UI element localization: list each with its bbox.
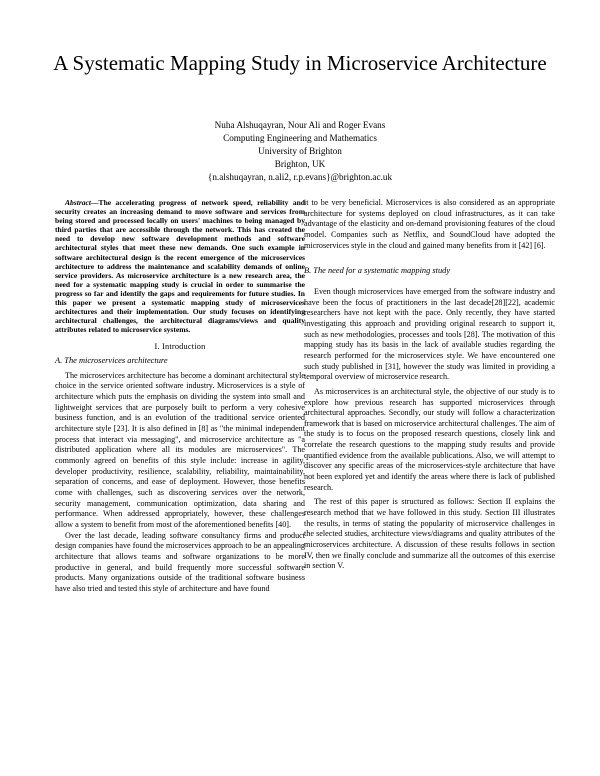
paragraph: Even though microservices have emerged from the software industry and have been the focus of practitioners in the last decade[28][22], academic researchers have not kept with the pace. Only recently, they have started investigating this approach and providing original research to support it, such as new methodologies, processes and tools [28]. The motivation of this mapping study has its basis in the lack of available studies regarding the research performed for the microservices style. We have encountered one such study published in [31], however the study was limited in providing a temporal overview of microservice research.	[304, 286, 555, 382]
author-emails: {n.alshuqayran, n.ali2, r.p.evans}@brighton.ac.uk	[207, 172, 393, 182]
paragraph: Over the last decade, leading software consultancy firms and product design companies have found the microservices approach to be an appealing architecture that allows teams and software organizations to be more productive in general, and build frequently more successful software products. Many organizations outside of the traditional software business have also tried and tested this style of architecture and have found	[55, 530, 305, 593]
author-university: University of Brighton	[258, 146, 342, 156]
paragraph: it to be very beneficial. Microservices is also considered as an appropriate architecture for systems deployed on cloud infrastructures, as it can take advantage of the elasticity and on-demand provisioning features of the cloud model. Companies such as Netflix, and SoundCloud have adopted the microservices style in the cloud and gained many benefits from it [42] [6].	[304, 198, 555, 250]
author-block	[100, 119, 500, 184]
author-names: Nuha Alshuqayran, Nour Ali and Roger Evans	[214, 120, 386, 130]
left-column	[55, 198, 305, 595]
abstract-text: The accelerating progress of network speed, reliability and security creates an increasing demand to move software and services from being stored and processed locally on users' machines to being managed by third parties that are accessible through the network. This has created the need to develop new software development methods and software architectural styles that meet these new demands. One such example in software architectural design is the recent emergence of the microservices architecture to address the maintenance and scalability demands of online service providers. As microservice architecture is a new research area, the need for a systematic mapping study is crucial in order to summarise the progress so far and identify the gaps and requirements for future studies. In this paper we present a systematic mapping study of microservices architectures and their implementation. Our study focuses on identifying architectural challenges, the architectural diagrams/views and quality attributes related to microservice systems.	[55, 198, 305, 335]
abstract-label: Abstract—	[65, 198, 99, 207]
section-heading-introduction: I. Introduction	[154, 342, 206, 352]
subsection-heading-a: A. The microservices architecture	[55, 356, 168, 366]
paper-title: A Systematic Mapping Study in Microservice Architecture	[53, 51, 547, 75]
paragraph: As microservices is an architectural style, the objective of our study is to explore how previous research has supported microservices through architectural approaches. Secondly, our study will follow a characterization framework that is based on microservice architectural challenges. The aim of the study is to focus on the proposed research questions, closely link and correlate the research questions to the mapping study results and provide quantified evidence from the available publications. Also, we will attempt to discover any specific areas of the microservices-style architecture that have not been explored yet and identify the areas where there is lack of published research.	[304, 386, 555, 492]
author-location: Brighton, UK	[274, 159, 326, 169]
paragraph: The microservices architecture has become a dominant architectural style choice in the service oriented software industry. Microservices is a style of architecture which puts the emphasis on dividing the system into small and lightweight services that are purposely built to perform a very cohesive business function, and is an evolution of the traditional service oriented architecture style [23]. It is also defined in [8] as "the minimal independent process that interact via messaging", and microservice architecture as "a distributed application where all its modules are microservices". The commonly agreed on benefits of this style include: increase in agility, developer productivity, resilience, scalability, reliability, maintainability, separation of concerns, and ease of deployment. However, those benefits come with challenges, such as discovering services over the network, security management, communication optimization, data sharing and performance. When addressed appropriately, however, these challenges allow a system to benefit from most of the aforementioned benefits [40].	[55, 370, 305, 529]
subsection-heading-b: B. The need for a systematic mapping study	[304, 266, 451, 276]
right-column	[304, 198, 555, 572]
paragraph: The rest of this paper is structured as follows: Section II explains the research method that we have followed in this study. Section III illustrates the results, in terms of stating the popularity of microservice challenges in the selected studies, architecture views/diagrams and quality attributes of the microservices architecture. A discussion of these results follows in section IV, then we finally conclude and summarize all the outcomes of this exercise in section V.	[304, 497, 555, 571]
abstract	[55, 198, 305, 334]
author-department: Computing Engineering and Mathematics	[223, 133, 377, 143]
